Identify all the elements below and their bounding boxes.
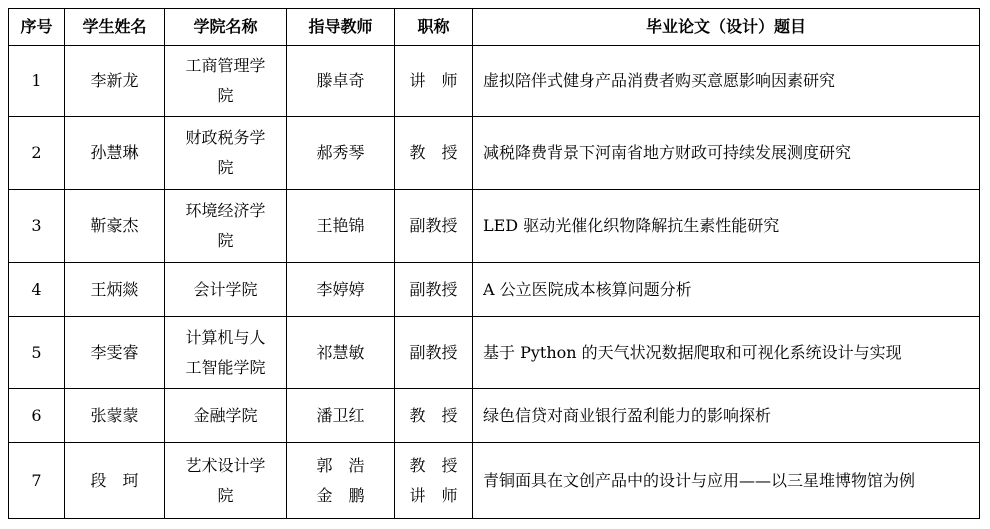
- row-no: 1: [9, 46, 65, 117]
- advisor-name: [287, 443, 395, 519]
- advisor-line: 滕卓奇: [316, 71, 365, 91]
- thesis-title: LED 驱动光催化织物降解抗生素性能研究: [473, 190, 980, 263]
- header-advisor: 指导教师: [287, 9, 395, 46]
- thesis-title: 青铜面具在文创产品中的设计与应用——以三星堆博物馆为例: [473, 443, 980, 519]
- advisor-line: 祁慧敏: [316, 342, 365, 362]
- thesis-title: 基于 Python 的天气状况数据爬取和可视化系统设计与实现: [473, 317, 980, 389]
- advisor-rank: [395, 46, 473, 117]
- advisor-rank: [395, 117, 473, 190]
- college-line: 金融学院: [193, 405, 258, 425]
- advisor-name: [287, 190, 395, 263]
- college-line: 环境经济学: [185, 201, 266, 221]
- table-row: [9, 317, 980, 389]
- table-body: [9, 46, 980, 519]
- college-line: 会计学院: [193, 279, 258, 299]
- college-line: 院: [217, 231, 234, 250]
- student-name: 孙慧琳: [65, 117, 165, 190]
- rank-line: 教 授: [409, 143, 458, 163]
- row-no: 2: [9, 117, 65, 190]
- thesis-title: 减税降费背景下河南省地方财政可持续发展测度研究: [473, 117, 980, 190]
- table-row: [9, 443, 980, 519]
- college-line: 院: [217, 158, 234, 177]
- advisor-name: [287, 46, 395, 117]
- college-line: 计算机与人: [185, 327, 266, 347]
- advisor-rank: [395, 389, 473, 443]
- college-line: 工商管理学: [185, 56, 266, 76]
- header-no: 序号: [9, 9, 65, 46]
- student-name: 王炳燚: [65, 263, 165, 317]
- rank-line: 副教授: [409, 279, 458, 299]
- header-title: 毕业论文（设计）题目: [473, 9, 980, 46]
- row-no: 3: [9, 190, 65, 263]
- advisor-line: 李婷婷: [316, 279, 365, 299]
- table-header: [9, 9, 980, 46]
- row-no: 6: [9, 389, 65, 443]
- student-name: 李雯睿: [65, 317, 165, 389]
- student-name: 段 珂: [65, 443, 165, 519]
- rank-line: 副教授: [409, 216, 458, 236]
- advisor-name: [287, 117, 395, 190]
- header-row: [9, 9, 980, 46]
- thesis-title: 绿色信贷对商业银行盈利能力的影响探析: [473, 389, 980, 443]
- table-row: [9, 389, 980, 443]
- college-name: [165, 46, 287, 117]
- row-no: 5: [9, 317, 65, 389]
- rank-line: 讲 师: [409, 485, 458, 505]
- thesis-title: 虚拟陪伴式健身产品消费者购买意愿影响因素研究: [473, 46, 980, 117]
- advisor-name: [287, 389, 395, 443]
- advisor-rank: [395, 263, 473, 317]
- college-name: [165, 443, 287, 519]
- table-row: [9, 117, 980, 190]
- college-name: [165, 317, 287, 389]
- college-line: 财政税务学: [185, 128, 266, 148]
- college-line: 工智能学院: [185, 357, 266, 377]
- table-row: [9, 190, 980, 263]
- advisor-line: 金 鹏: [316, 485, 365, 505]
- row-no: 4: [9, 263, 65, 317]
- college-name: [165, 190, 287, 263]
- advisor-name: [287, 317, 395, 389]
- header-student: 学生姓名: [65, 9, 165, 46]
- student-name: 靳豪杰: [65, 190, 165, 263]
- advisor-name: [287, 263, 395, 317]
- thesis-title: A 公立医院成本核算问题分析: [473, 263, 980, 317]
- header-college: 学院名称: [165, 9, 287, 46]
- rank-line: 教 授: [409, 455, 458, 475]
- header-rank: 职称: [395, 9, 473, 46]
- college-line: 艺术设计学: [185, 455, 266, 475]
- advisor-line: 郭 浩: [316, 455, 365, 475]
- student-name: 李新龙: [65, 46, 165, 117]
- student-name: 张蒙蒙: [65, 389, 165, 443]
- rank-line: 教 授: [409, 405, 458, 425]
- advisor-rank: [395, 443, 473, 519]
- table-row: [9, 46, 980, 117]
- rank-line: 讲 师: [409, 71, 458, 91]
- table-row: [9, 263, 980, 317]
- advisor-rank: [395, 317, 473, 389]
- advisor-rank: [395, 190, 473, 263]
- advisor-line: 王艳锦: [316, 216, 365, 236]
- college-name: [165, 117, 287, 190]
- college-name: [165, 389, 287, 443]
- advisor-line: 郝秀琴: [316, 143, 365, 163]
- rank-line: 副教授: [409, 342, 458, 362]
- thesis-table: [8, 8, 980, 519]
- college-line: 院: [217, 86, 234, 105]
- row-no: 7: [9, 443, 65, 519]
- college-line: 院: [217, 485, 234, 505]
- advisor-line: 潘卫红: [316, 405, 365, 425]
- college-name: [165, 263, 287, 317]
